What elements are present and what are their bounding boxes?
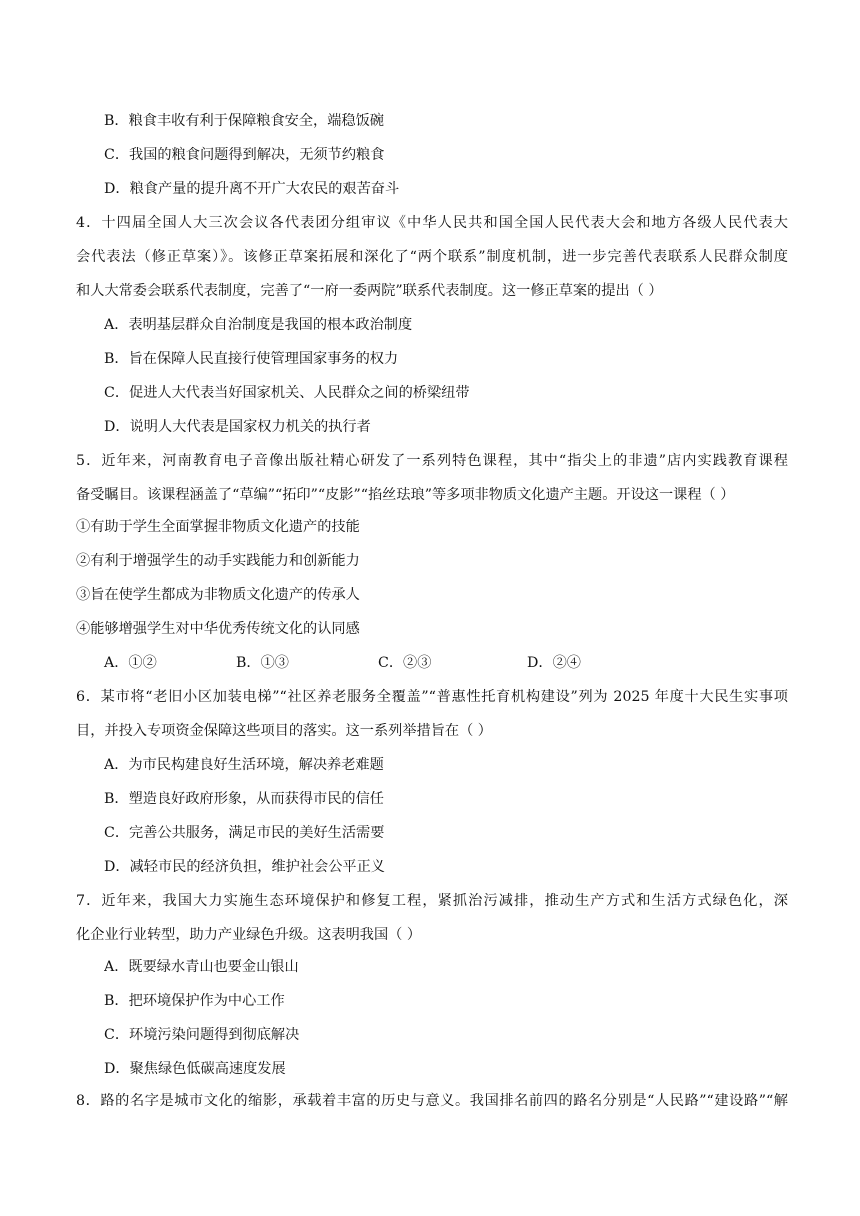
q4-option-a: A．表明基层群众自治制度是我国的根本政治制度 xyxy=(104,317,413,333)
q5-stem-line-2: 备受瞩目。该课程涵盖了“草编”“拓印”“皮影”“掐丝珐琅”等多项非物质文化遗产主题。开设这一课程（ ） xyxy=(76,487,735,503)
q5-option-b: B．①③ xyxy=(236,655,289,671)
q4-stem-line-3: 和人大常委会联系代表制度，完善了“一府一委两院”联系代表制度。这一修正草案的提出（ ） xyxy=(76,283,663,299)
q5-stem-line-1: 5．近年来，河南教育电子音像出版社精心研发了一系列特色课程，其中“指尖上的非遗”店内实践教育课程 xyxy=(76,453,788,469)
q6-stem-line-1: 6．某市将“老旧小区加装电梯”“社区养老服务全覆盖”“普惠性托育机构建设”列为 2025 年度十大民生实事项 xyxy=(76,689,788,705)
q5-option-d: D．②④ xyxy=(527,655,581,671)
q5-statement-1: ①有助于学生全面掌握非物质文化遗产的技能 xyxy=(76,519,360,535)
q7-option-c: C．环境污染问题得到彻底解决 xyxy=(104,1027,300,1043)
q3-option-c: C．我国的粮食问题得到解决，无须节约粮食 xyxy=(104,147,385,163)
q4-stem-line-2: 会代表法（修正草案）》。该修正草案拓展和深化了“两个联系”制度机制，进一步完善代表联系人民群众制度 xyxy=(76,249,788,265)
q5-option-a: A．①② xyxy=(104,655,157,671)
q7-option-b: B．把环境保护作为中心工作 xyxy=(104,993,285,1009)
q5-options-row xyxy=(104,653,704,673)
q3-option-d: D．粮食产量的提升离不开广大农民的艰苦奋斗 xyxy=(104,181,400,197)
q6-option-b: B．塑造良好政府形象，从而获得市民的信任 xyxy=(104,791,384,807)
q3-option-b: B．粮食丰收有利于保障粮食安全，端稳饭碗 xyxy=(104,113,384,129)
q6-option-c: C．完善公共服务，满足市民的美好生活需要 xyxy=(104,825,385,841)
q4-option-d: D．说明人大代表是国家权力机关的执行者 xyxy=(104,419,371,435)
q5-option-c: C．②③ xyxy=(378,655,432,671)
q5-statement-2: ②有利于增强学生的动手实践能力和创新能力 xyxy=(76,553,360,569)
q6-option-a: A．为市民构建良好生活环境，解决养老难题 xyxy=(104,757,384,773)
q4-option-b: B．旨在保障人民直接行使管理国家事务的权力 xyxy=(104,351,399,367)
q5-statement-4: ④能够增强学生对中华优秀传统文化的认同感 xyxy=(76,621,360,637)
q6-option-d: D．减轻市民的经济负担，维护社会公平正义 xyxy=(104,859,385,875)
q7-stem-line-2: 化企业行业转型，助力产业绿色升级。这表明我国（ ） xyxy=(76,927,422,943)
q7-option-d: D．聚焦绿色低碳高速度发展 xyxy=(104,1061,286,1077)
q8-stem-line-1: 8．路的名字是城市文化的缩影，承载着丰富的历史与意义。我国排名前四的路名分别是“人民路”“建设路”“解 xyxy=(76,1093,788,1109)
q4-stem-line-1: 4．十四届全国人大三次会议各代表团分组审议《中华人民共和国全国人民代表大会和地方各级人民代表大 xyxy=(76,215,788,231)
q6-stem-line-2: 目，并投入专项资金保障这些项目的落实。这一系列举措旨在（ ） xyxy=(76,723,492,739)
q7-option-a: A．既要绿水青山也要金山银山 xyxy=(104,959,299,975)
q7-stem-line-1: 7．近年来，我国大力实施生态环境保护和修复工程，紧抓治污减排，推动生产方式和生活方式绿色化，深 xyxy=(76,893,788,909)
q5-statement-3: ③旨在使学生都成为非物质文化遗产的传承人 xyxy=(76,587,360,603)
q4-option-c: C．促进人大代表当好国家机关、人民群众之间的桥梁纽带 xyxy=(104,385,470,401)
